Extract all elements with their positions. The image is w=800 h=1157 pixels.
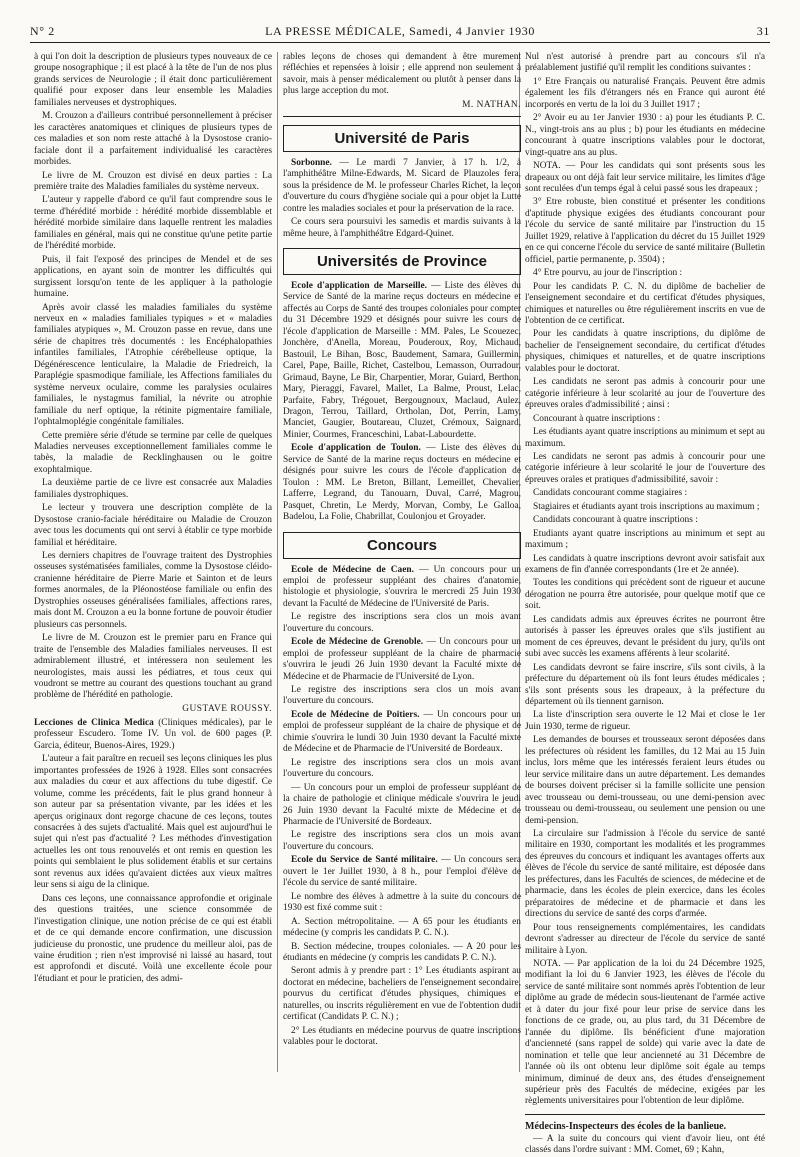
paragraph: à qui l'on doit la description de plusieurs types nouveaux de ce groupe nosographique ; il est placé à la tête de l'un de nos plus grands services de Neurologie ; il était donc particulièrement qualifié pour exposer dans leur ensemble les Maladies familiales nerveuses et dystrophiques. xyxy=(34,52,272,108)
paragraph: La liste d'inscription sera ouverte le 12 Mai et close le 1er Juin 1930, terme de rigueur. xyxy=(525,710,765,732)
paragraph: 3° Etre robuste, bien constitué et présenter les conditions d'aptitude physique exigées des étudiants concourant pour l'école du service de santé militaire par l'instruction du 15 Juillet 1929, relative à l'application du décret du 15 Juillet 1929 en ce qui concerne l'école du service de santé militaire (Bulletin officiel, partie permanente, p. 3504) ; xyxy=(525,197,765,265)
paragraph: Stagiaires et étudiants ayant trois inscriptions au maximum ; xyxy=(533,501,760,512)
page-header xyxy=(30,20,770,43)
paragraph: B. Section médecine, troupes coloniales. — A 20 pour les étudiants en médecine (y compris les candidats P. C. N.). xyxy=(283,941,521,963)
paragraph: Les candidats ne seront pas admis à concourir pour une catégorie inférieure à leur scolarité le jour de l'ouverture des épreuves orales et pratiques d'admissibilité, savoir : xyxy=(525,451,765,485)
news-item xyxy=(283,710,521,756)
section-title-box xyxy=(283,125,521,152)
paragraph: Dans ces leçons, une connaissance approfondie et originale des questions traitées, une science consommée de l'investigation clinique, une notion précise de ce qui est établi et de ce qui demande encore confirmation, une discussion judicieuse du pronostic, une prudence du meilleur aloi, pas de vaine érudition ; rien n'est improvisé ni laissé au hasard, tout est approfondi et discuté. Voilà une excellente école pour l'étudiant et pour le praticien, des admi- xyxy=(34,893,272,984)
column-3 xyxy=(525,52,765,1156)
paragraph: Les candidats ne seront pas admis à concourir pour une catégorie inférieure à leur scolarité au jour de l'ouverture des épreuves orales d'admissibilité ; ainsi : xyxy=(525,377,765,411)
news-item-text: — Un concours pour un emploi de professeur suppléant de la chaire de physique et de chimie s'ouvrira le lundi 30 Juin 1930 devant la Faculté mixte de Médecine et de Pharmacie de l'Université de Bordeaux. xyxy=(283,709,521,755)
news-item-heading: Ecole de Médecine de Caen. xyxy=(291,564,414,575)
paragraph: — A la suite du concours qui vient d'avoir lieu, ont été classés dans l'ordre suivant : MM. Comet, 69 ; Kahn, xyxy=(525,1133,765,1156)
paragraph: Ce cours sera poursuivi les samedis et mardis suivants à la même heure, à l'amphithéâtre Edgard-Quinet. xyxy=(283,217,521,239)
section-title: Concours xyxy=(366,536,437,554)
review-title: Lecciones de Clinica Medica xyxy=(34,717,154,728)
paragraph: Le registre des inscriptions sera clos un mois avant l'ouverture du concours. xyxy=(283,830,521,852)
paragraph: Le nombre des élèves à admettre à la suite du concours de 1930 est fixé comme suit : xyxy=(283,891,521,914)
paragraph: Pour tous renseignements complémentaires, les candidats devront s'adresser au directeur de l'école du service de santé militaire à Lyon. xyxy=(525,922,765,956)
paragraph: 2° Les étudiants en médecine pourvus de quatre inscriptions valables pour le doctorat. xyxy=(283,1025,521,1048)
paragraph: Cette première série d'étude se termine par celle de quelques Maladies nerveuses exceptionnellement familiales comme le tabès, la maladie de Recklinghausen ou le goitre exophtalmique. xyxy=(34,430,272,475)
paragraph: Les demandes de bourses et trousseaux seront déposées dans les préfectures où résident les familles, du 12 Mai au 15 Juin inclus, lors même que les intéressés feraient leurs études ou leur service militaire dans un autre département. Les demandes de bourses doivent préciser si la famille sollicite une pension avec trousseau ou demi-trousseau, ou une demi-pension avec trousseau ou demi-trousseau, ou seulement une pension ou une demi-pension. xyxy=(525,735,765,826)
paragraph: Après avoir classé les maladies familiales du système nerveux en « maladies familiales typiques » et « maladies familiales atypiques », M. Crouzon passe en revue, dans une série de chapitres très documentés : les Encéphalopathies infantiles familiales, l'Atrophie cérébelleuse optique, la Dégénérescence lenticulaire, la Maladie de Friedreich, la Paraplégie spasmodique familiale, les Affections familiales du système nerveux oculaire, comme les paralysies oculaires familiales, le nystagmus familial, la névrite ou atrophie familiale du nerf optique, la rétinite pigmentaire familiale, l'ophtalmoplégie congénitale familiales. xyxy=(34,302,272,428)
paragraph: NOTA. — Pour les candidats qui sont présents sous les drapeaux ou ont déjà fait leur service militaire, les limites d'âge sont reculées d'un temps égal à celui passé sous les drapeaux ; xyxy=(525,161,765,194)
news-item-heading: Médecins-Inspecteurs des écoles de la banlieue. xyxy=(525,1120,727,1132)
news-item xyxy=(283,637,521,683)
paragraph: Seront admis à y prendre part : 1° Les étudiants aspirant au doctorat en médecine, bacheliers de l'enseignement secondaire, pourvus du certificat d'études physiques, chimiques et naturelles, ou inscrits régulièrement en vue de l'obtention dudit certificat (Candidats P. C. N.) ; xyxy=(283,966,521,1023)
page-number-label: N° 2 xyxy=(30,24,55,38)
paragraph: Les candidats devront se faire inscrire, s'ils sont civils, à la préfecture du département où ils font leurs études médicales ; s'ils sont présents sous les drapeaux, à la préfecture du département où ils tiennent garnison. xyxy=(525,662,765,708)
news-item-heading: Ecole d'application de Toulon. xyxy=(291,443,421,454)
paragraph: 1° Etre Français ou naturalisé Français. Peuvent être admis également les fils d'étrangers nés en France qui auront été incorporés en vertu de la loi du 3 Juillet 1917 ; xyxy=(525,76,765,110)
column-2 xyxy=(283,52,521,1072)
paragraph: Etudiants ayant quatre inscriptions au minimum et sept au maximum ; xyxy=(525,528,765,551)
paragraph: Toutes les conditions qui précèdent sont de rigueur et aucune dérogation ne pourra être autorisée, pour quelque motif que ce soit. xyxy=(525,578,765,612)
paragraph: A. Section métropolitaine. — A 65 pour les étudiants en médecine (y compris les candidats P. C. N.). xyxy=(283,916,521,939)
news-item-heading: Ecole de Médecine de Poitiers. xyxy=(291,709,420,720)
section-title: Université de Paris xyxy=(334,129,470,147)
author-signature: M. NATHAN. xyxy=(462,99,521,110)
news-item xyxy=(283,443,521,523)
paragraph: Pour les candidats à quatre inscriptions, du diplôme de bachelier de l'enseignement secondaire, du certificat d'études physiques, chimiques et naturelles, et de quatre inscriptions valables pour le doctorat. xyxy=(525,329,765,374)
paragraph: Concourant à quatre inscriptions : xyxy=(533,413,661,424)
news-item-text: — Un concours pour un emploi de professeur suppléant des chaires d'anatomie, histologie et physiologie, s'ouvrira le mercredi 25 Juin 1930 devant la Faculté de Médecine de l'Université de Paris. xyxy=(283,564,521,609)
paragraph: La circulaire sur l'admission à l'école du service de santé militaire en 1930, comportant les modalités et les programmes des épreuves du concours et indiquant les avantages offerts aux élèves de l'école du service de santé militaire, est déposée dans les préfectures, dans les Facultés de sciences, de médecine et de pharmacie, dans les écoles de plein exercice, dans les écoles préparatoires de médecine et de pharmacie et dans les directions du service de santé des corps d'armée. xyxy=(525,829,765,920)
news-item-text: — Liste des élèves du Service de Santé de la marine reçus docteurs en médecine et affectés au Corps de Santé des troupes coloniales pour compter du 31 Décembre 1929 et désignés pour suivre les cours de l'école d'application de Marseille : MM. Pales, Le Scouezec, Jonchère, d'Anella, Moreau, Pouderoux, Roy, Michaud, Bastouil, Le Bihan, Bosc, Baudement, Samara, Guillermin, Carel, Pape, Baille, Richet, Castelbou, Lemasson, Ourradour, Grimaud, Bayne, Le Bir, Charpentier, Morar, Guiard, Berthon, Mary, Pieraggi, Favarel, Mallet, La Balme, Proust, Lelac, Parfaite, Fabry, Trégouet, Bergougnoux, Maclaud, Aulez, Dragon, Terrou, Taillard, Ortholan, Dot, Perrin, Lamy, Manciet, Gaugier, Boutareau, Cluzet, Crémoux, Saignard, Minier, Courmes, Franceschini, Labat-Labourdette. xyxy=(283,280,521,440)
paragraph: Candidats concourant comme stagiaires : xyxy=(533,488,688,499)
paragraph: Puis, il fait l'exposé des principes de Mendel et de ses applications, en ayant soin de montrer les difficultés qui surgissent lorsqu'on tente de les appliquer à la pathologie humaine. xyxy=(34,254,272,300)
news-item-heading: Sorbonne. xyxy=(291,157,332,168)
page-number-right: 31 xyxy=(756,24,770,38)
column-divider xyxy=(277,52,278,1072)
paragraph: Nul n'est autorisé à prendre part au concours s'il n'a préalablement justifié qu'il remplit les conditions suivantes : xyxy=(525,52,765,74)
paragraph: rables leçons de choses qui demandent à être murement réfléchies et repensées à loisir ; elle apprend non seulement à savoir, mais à penser médicalement ou plutôt à penser dans la plus large acception du mot. xyxy=(283,52,521,97)
paragraph: Le livre de M. Crouzon est divisé en deux parties : La première traite des Maladies familiales du système nerveux. xyxy=(34,170,272,192)
paragraph: — Un concours pour un emploi de professeur suppléant de la chaire de pathologie et clinique médicale s'ouvrira le jeudi 26 Juin 1930 devant la Faculté mixte de Médecine et de Pharmacie de l'Université de Bordeaux. xyxy=(283,782,521,828)
paragraph: Candidats concourant à quatre inscriptions : xyxy=(533,515,698,526)
news-item xyxy=(283,565,521,611)
paragraph: Le livre de M. Crouzon est le premier paru en France qui traite de l'ensemble des Maladies familiales nerveuses. Il est admirablement illustré, et intéressera non seulement les neurologistes, mais aussi les pédiatres, et tous ceux qui voudront se mettre au courant des questions touchant au grand problème de l'hérédité en pathologie. xyxy=(34,633,272,701)
news-item-text: — Liste des élèves du Service de Santé de la marine reçus docteurs en médecine et désignés pour suivre les cours de l'école d'application de Toulon : MM. Le Breton, Billant, Lemeillet, Chevalier, Lafferre, Legrand, du Tanouarn, Duval, Carré, Magrou, Pasquet, Chretin, Le Merdy, Morvan, Comby, Le Galloa, Badelou, La Folie, Chabrillat, Coulonjou et Groyader. xyxy=(283,443,522,523)
paragraph: Les candidats à quatre inscriptions devront avoir satisfait aux examens de fin d'année correspondants (1re et 2e année). xyxy=(525,553,765,576)
news-item xyxy=(283,281,521,441)
paragraph: Le lecteur y trouvera une description complète de la Dysostose cranio-faciale héréditaire ou Maladie de Crouzon avec tous les documents qui ont servi à établir ce type morbide familial et héréditaire. xyxy=(34,503,272,548)
review-heading xyxy=(34,718,272,752)
paragraph: L'auteur y rappelle d'abord ce qu'il faut comprendre sous le terme d'hérédité morbide : hérédité morbide dissemblable et hérédité morbide similaire dans laquelle rentrent les maladies familiales en général, mais qui ne constitue qu'une petite partie de l'hérédité morbide. xyxy=(34,195,272,252)
paragraph: 4° Etre pourvu, au jour de l'inscription : xyxy=(533,268,683,279)
paragraph: Le registre des inscriptions sera clos un mois avant l'ouverture du concours. xyxy=(283,685,521,707)
paragraph: Les candidats admis aux épreuves écrites ne pourront être autorisés à passer les épreuves orales que s'ils justifient au moment de ces épreuves, devant le président du jury, qu'ils ont subi avec succès les examens afférents à leur scolarité. xyxy=(525,614,765,660)
divider xyxy=(283,116,521,117)
paragraph: La deuxième partie de ce livre est consacrée aux Maladies familiales dystrophiques. xyxy=(34,478,272,500)
paragraph: NOTA. — Par application de la loi du 24 Décembre 1925, modifiant la loi du 6 Janvier 1923, les élèves de l'école du service de santé militaire sont nommés après l'obtention de leur diplôme au grade de médecin sous-lieutenant de l'armée active et à dater du jour fixé pour leur prise de service dans les fonctions de ce grade, ou, au plus tard, du 31 Décembre de l'année du diplôme. Ils bénéficient d'une majoration d'ancienneté (sans rappel de solde) qui varie avec la date de nomination et telle que leur ancienneté au 31 Décembre de l'année où ils ont obtenu leur diplôme soit égale au temps minimum, diminué de deux ans, des études d'enseignement supérieur près des Facultés de médecine, exigées par les règlements universitaires pour l'obtention de leur diplôme. xyxy=(525,958,765,1107)
news-item-heading: Ecole d'application de Marseille. xyxy=(291,280,428,291)
news-item-text: — Le mardi 7 Janvier, à 17 h. 1/2, à l'amphithéâtre Milne-Edwards, M. Sicard de Plauzoles fera, sous la présidence de M. le professeur Charles Richet, la leçon d'ouverture du cours d'hygiène sociale qui a pour objet la Lutte contre les maladies sociales et pour la préservation de la race. xyxy=(283,157,522,214)
paragraph: 2° Avoir eu au 1er Janvier 1930 : a) pour les étudiants P. C. N., vingt-trois ans au plus ; b) pour les étudiants en médecine concourant à quatre inscriptions valables pour le doctorat, vingt-quatre ans au plus. xyxy=(525,113,765,158)
news-item xyxy=(283,855,521,889)
paragraph: L'auteur a fait paraître en recueil ses leçons cliniques les plus importantes professées de 1926 à 1928. Elles sont consacrées aux maladies du cœur et aux affections du tube digestif. Ce volume, comme les précédents, fait le plus grand honneur à son auteur par sa présentation vivante, par les idées et les aperçus originaux dont regorge chacune de ces leçons, toutes consacrées à des sujets d'actualité. Mais quel est aujourd'hui le sujet qui n'est pas d'actualité ? Les méthodes d'investigation actuelles les ont tous renouvelés et ont remis en question les points qui semblaient le plus solidement établis et sur certains sont revenus aux idées qu'avaient dictées aux vieux maîtres leur sens si aigu de la clinique. xyxy=(34,754,272,891)
section-title-box xyxy=(283,248,521,275)
news-item-heading: Ecole de Médecine de Grenoble. xyxy=(291,637,424,648)
column-1 xyxy=(34,52,272,1072)
paragraph: Les derniers chapitres de l'ouvrage traitent des Dystrophies osseuses systématisées familiales, comme la Dysostose cléido-cranienne héréditaire de Pierre Marie et Sainton et de leurs formes anormales, de la Pléonostéose familiale ou enfin des Dystrophies osseuses généralisées familiales, affections rares, mais dont M. Crouzon a eu la bonne fortune de pouvoir étudier plusieurs cas personnels. xyxy=(34,551,272,630)
news-item-heading: Ecole du Service de Santé militaire. xyxy=(291,855,438,866)
paragraph: Le registre des inscriptions sera clos un mois avant l'ouverture du concours. xyxy=(283,612,521,634)
section-title-box xyxy=(283,532,521,559)
paragraph: Le registre des inscriptions sera clos un mois avant l'ouverture du concours. xyxy=(283,757,521,780)
paragraph: Les étudiants ayant quatre inscriptions au minimum et sept au maximum. xyxy=(525,427,765,449)
author-signature: GUSTAVE ROUSSY. xyxy=(182,703,272,714)
review-details: (Cliniques médicales), par le professeur Escudero. Tome IV. Un vol. de 600 pages (P. Garcia, éditeur, Buenos-Aires, 1929.) xyxy=(34,717,272,751)
paragraph: M. Crouzon a d'ailleurs contribué personnellement à préciser les caractères anatomiques et cliniques de plusieurs types de ces maladies et son nom reste attaché à la Dysostose cranio-faciale dont il a parfaitement individualisé les caractères morbides. xyxy=(34,111,272,168)
divider xyxy=(525,1114,765,1115)
paragraph: Pour les candidats P. C. N. du diplôme de bachelier de l'enseignement secondaire et du certificat d'études physiques, chimiques et naturelles ou être régulièrement inscrits en vue de l'obtention de ce certificat. xyxy=(525,281,765,326)
section-title: Universités de Province xyxy=(316,252,488,270)
news-item-text: — Un concours pour un emploi de professeur suppléant de la chaire de pharmacie s'ouvrira le jeudi 26 Juin 1930 devant la Faculté mixte de Médecine et de Pharmacie de l'Université de Lyon. xyxy=(283,637,521,682)
news-item-text: — Un concours sera ouvert le 1er Juillet 1930, à 8 h., pour l'emploi d'élève de l'école du service de santé militaire. xyxy=(283,855,521,889)
news-item xyxy=(283,158,521,215)
masthead-title: LA PRESSE MÉDICALE, Samedi, 4 Janvier 1930 xyxy=(265,24,535,38)
